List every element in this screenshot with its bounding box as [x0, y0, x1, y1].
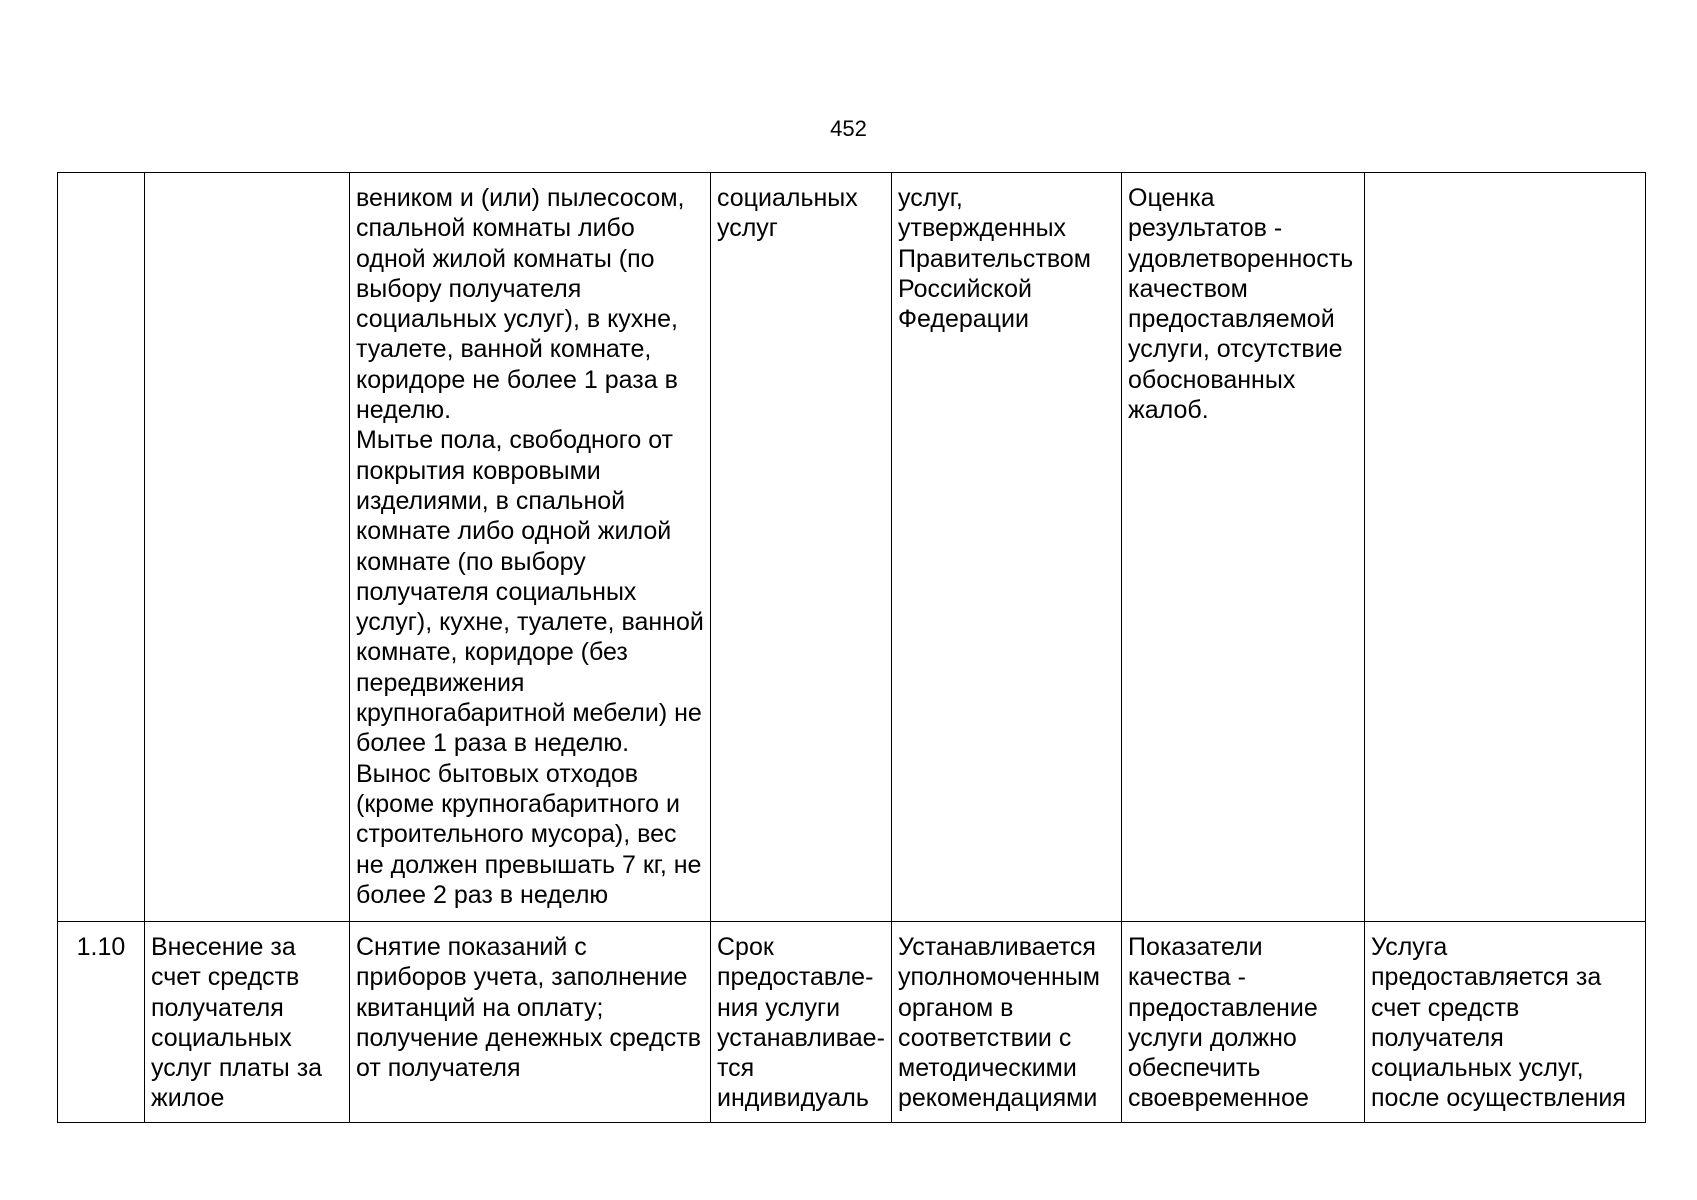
quality-indicators-cell: Показатели качества - предоставление услуги должно обеспечить своевременное: [1122, 922, 1365, 1123]
conditions-cell: [1365, 173, 1646, 922]
service-description-cell: Снятие показаний с приборов учета, заполнение квитанций на оплату; получение денежных средств от получателя: [350, 922, 711, 1123]
quality-indicators-cell: Оценка результатов - удовлетворенность качеством предоставляемой услуги, отсутствие обоснованных жалоб.: [1122, 173, 1365, 922]
service-description-cell: веником и (или) пылесосом, спальной комнаты либо одной жилой комнаты (по выбору получателя социальных услуг), в кухне, туалете, ванной комнате, коридоре не более 1 раза в неделю. Мытье пола, свободного от покрытия ковровыми изделиями, в спальной комнате либо одной жилой комнате (по выбору получателя социальных услуг), кухне, туалете, ванной комнате, коридоре (без передвижения крупногабаритной мебели) не более 1 раза в неделю. Вынос бытовых отходов (кроме крупногабаритного и строительного мусора), вес не должен превышать 7 кг, не более 2 раз в неделю: [350, 173, 711, 922]
conditions-cell: Услуга предоставляется за счет средств получателя социальных услуг, после осуществления: [1365, 922, 1646, 1123]
row-number-cell: 1.10: [58, 922, 145, 1123]
row-number-cell: [58, 173, 145, 922]
service-name-cell: [145, 173, 350, 922]
service-cost-cell: услуг, утвержденных Правительством Российской Федерации: [892, 173, 1122, 922]
table-row: [58, 922, 1646, 1123]
page-number: 452: [830, 116, 867, 141]
services-table: [57, 172, 1646, 1123]
service-name-cell: Внесение за счет средств получателя социальных услуг платы за жилое: [145, 922, 350, 1123]
service-cost-cell: Устанавливается уполномоченным органом в соответствии с методическими рекомендациями: [892, 922, 1122, 1123]
service-term-cell: социальных услуг: [711, 173, 892, 922]
service-term-cell: Срок предоставления услуги устанавливается индивидуаль: [711, 922, 892, 1123]
table-row: [58, 173, 1646, 922]
